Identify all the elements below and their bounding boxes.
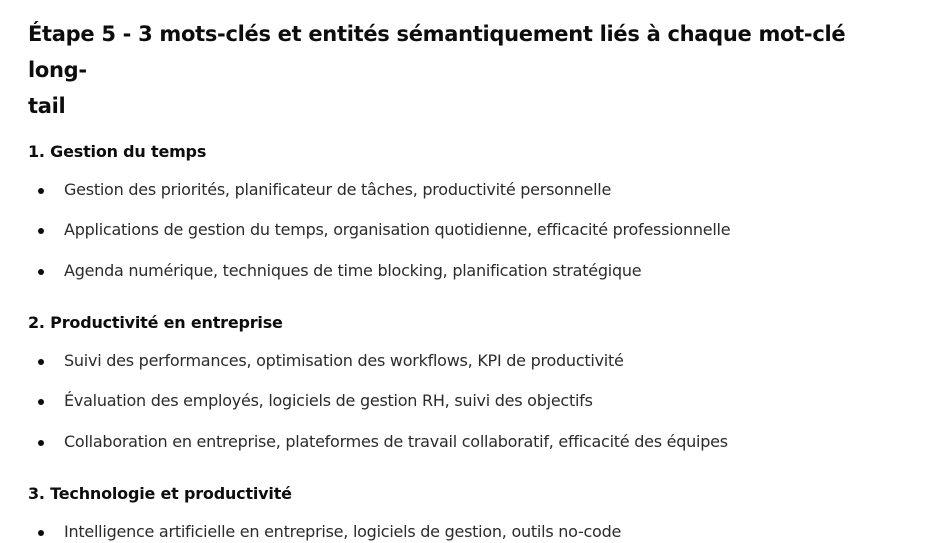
list-item xyxy=(28,260,908,282)
bullet-icon xyxy=(38,359,44,365)
bullet-icon xyxy=(38,399,44,405)
list-item xyxy=(28,350,908,372)
section-title: 2. Productivité en entreprise xyxy=(28,313,283,332)
keyword-list xyxy=(28,521,908,543)
list-item-text: Gestion des priorités, planificateur de tâches, productivité personnelle xyxy=(64,180,612,199)
list-item-text: Suivi des performances, optimisation des workflows, KPI de productivité xyxy=(64,351,624,370)
bullet-icon xyxy=(38,228,44,234)
section-productivite-entreprise xyxy=(28,312,908,453)
section-technologie-productivite xyxy=(28,483,908,543)
list-item-text: Évaluation des employés, logiciels de gestion RH, suivi des objectifs xyxy=(64,391,593,410)
list-item xyxy=(28,390,908,412)
bullet-icon xyxy=(38,440,44,446)
keyword-list xyxy=(28,350,908,453)
list-item xyxy=(28,431,908,453)
section-title: 3. Technologie et productivité xyxy=(28,484,292,503)
list-item xyxy=(28,219,908,241)
document-content xyxy=(28,16,908,543)
keyword-list xyxy=(28,179,908,282)
step-heading-line-2: tail xyxy=(28,94,66,118)
section-gestion-du-temps xyxy=(28,141,908,282)
list-item-text: Collaboration en entreprise, plateformes de travail collaboratif, efficacité des équipes xyxy=(64,432,728,451)
bullet-icon xyxy=(38,269,44,275)
bullet-icon xyxy=(38,188,44,194)
list-item xyxy=(28,521,908,543)
step-heading xyxy=(28,16,908,124)
list-item-text: Applications de gestion du temps, organisation quotidienne, efficacité professionnelle xyxy=(64,220,731,239)
step-heading-line-1: Étape 5 - 3 mots-clés et entités sémantiquement liés à chaque mot-clé long- xyxy=(28,22,846,82)
bullet-icon xyxy=(38,530,44,536)
list-item-text: Agenda numérique, techniques de time blocking, planification stratégique xyxy=(64,261,642,280)
list-item xyxy=(28,179,908,201)
list-item-text: Intelligence artificielle en entreprise, logiciels de gestion, outils no-code xyxy=(64,522,622,541)
section-title: 1. Gestion du temps xyxy=(28,142,207,161)
